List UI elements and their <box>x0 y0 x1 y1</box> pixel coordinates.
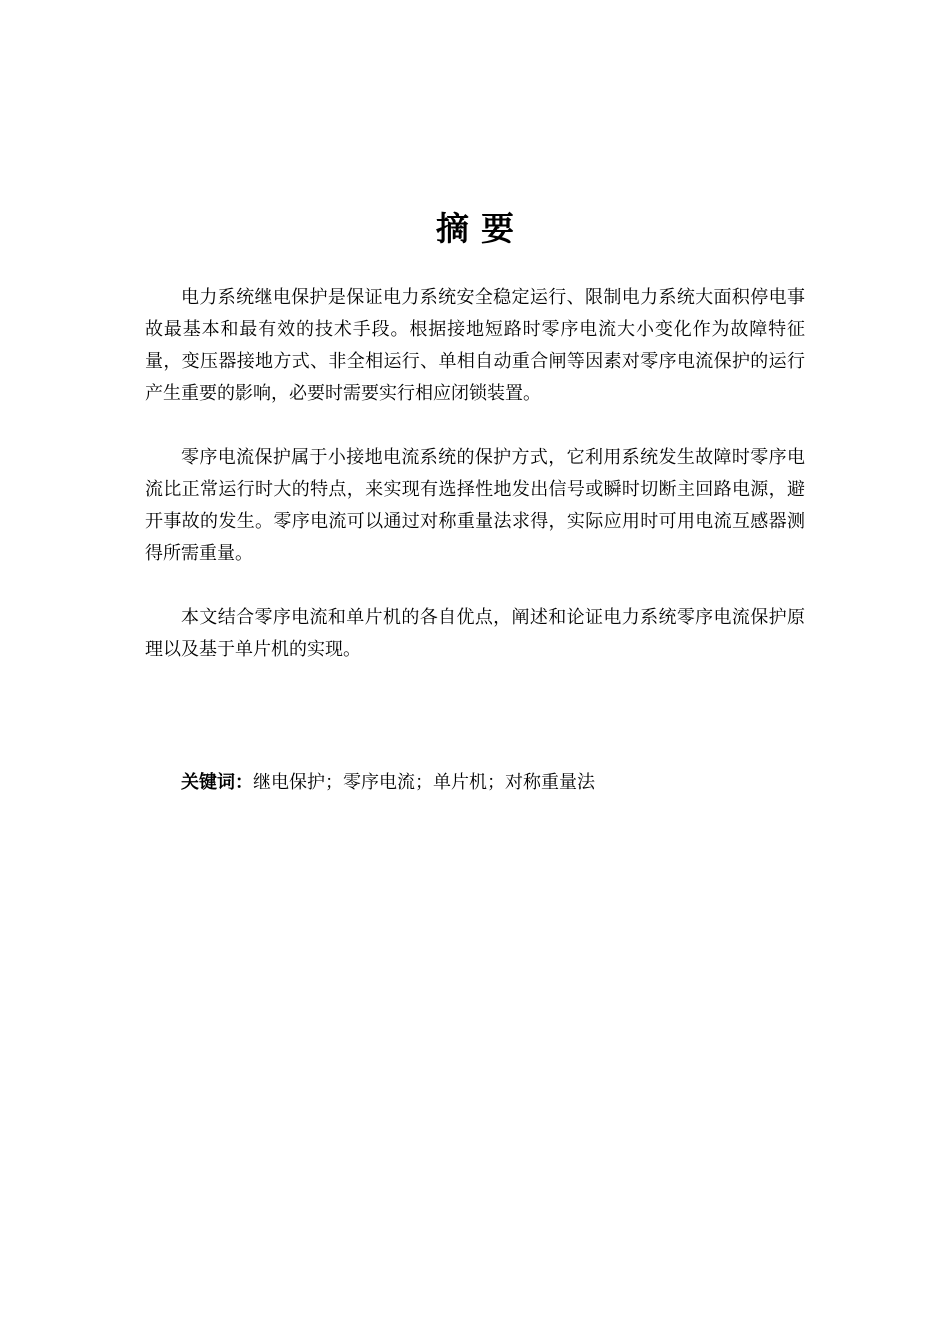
keywords-line <box>181 767 595 799</box>
abstract-paragraph-1: 电力系统继电保护是保证电力系统安全稳定运行、限制电力系统大面积停电事故最基本和最有效的技术手段。根据接地短路时零序电流大小变化作为故障特征量，变压器接地方式、非全相运行、单相自动重合闸等因素对零序电流保护的运行产生重要的影响，必要时需要实行相应闭锁装置。 <box>145 287 805 404</box>
keywords-text: 继电保护；零序电流；单片机；对称重量法 <box>253 772 595 793</box>
abstract-paragraph-3: 本文结合零序电流和单片机的各自优点，阐述和论证电力系统零序电流保护原理以及基于单片机的实现。 <box>145 607 805 660</box>
abstract-title: 摘要 <box>436 209 526 248</box>
abstract-paragraph-2: 零序电流保护属于小接地电流系统的保护方式，它利用系统发生故障时零序电流比正常运行时大的特点，来实现有选择性地发出信号或瞬时切断主回路电源，避开事故的发生。零序电流可以通过对称重量法求得，实际应用时可用电流互感器测得所需重量。 <box>145 447 805 564</box>
abstract-body <box>145 282 805 698</box>
keywords-label: 关键词： <box>181 772 253 793</box>
